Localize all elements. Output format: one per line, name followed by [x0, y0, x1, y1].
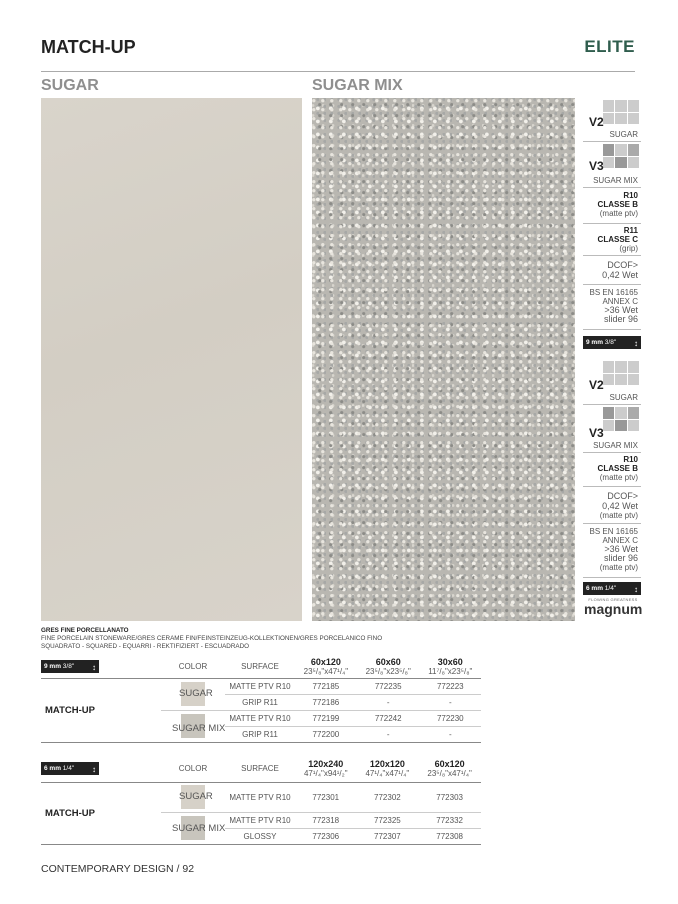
code-cell: 772185 — [295, 678, 357, 694]
code-cell: 772200 — [295, 726, 357, 742]
bs-standard: BS EN 16165 — [589, 288, 638, 297]
r10-class: CLASSE B — [597, 200, 638, 209]
product-table-6mm — [41, 756, 481, 845]
code-cell: 772235 — [357, 678, 420, 694]
v2-grid-icon — [603, 361, 639, 385]
size-cm: 60x120 — [434, 759, 465, 770]
bs-annex: ANNEX C — [602, 297, 638, 306]
bs-row-6mm — [583, 524, 641, 578]
surface-cell: GRIP R11 — [225, 726, 295, 742]
v2-grid-icon — [603, 100, 639, 124]
bs-slider: slider 96 — [603, 314, 638, 324]
tile-name-sugar: SUGAR — [41, 77, 99, 94]
page-title: MATCH-UP — [41, 37, 136, 57]
size-header — [357, 656, 420, 678]
size-inch: 11⁷/₈"x23⁵/₈" — [428, 667, 473, 677]
r10-note: (matte ptv) — [599, 473, 638, 482]
size-inch: 47¹/₄"x94¹/₂" — [303, 769, 348, 779]
r11-class: CLASSE C — [597, 235, 638, 244]
double-arrow-icon: ↕ — [92, 765, 96, 775]
thickness-inch: 3/8" — [604, 339, 617, 346]
color-header: COLOR — [161, 656, 225, 678]
code-cell: 772307 — [357, 828, 419, 844]
size-cm: 60x120 — [310, 657, 341, 668]
v3-grid-icon — [603, 144, 639, 168]
double-arrow-icon: ↕ — [634, 339, 638, 348]
spec-title: GRES FINE PORCELLANATO — [41, 627, 129, 634]
size-inch: 23⁵/₈"x23⁵/₈" — [365, 667, 411, 677]
bs-annex: ANNEX C — [602, 536, 638, 545]
v2-row-6mm — [583, 359, 641, 405]
r10-row — [583, 188, 641, 224]
thickness-mm: 6 mm — [586, 585, 603, 592]
size-header — [295, 656, 357, 678]
size-cm: 60x60 — [375, 657, 401, 668]
v2-row — [583, 98, 641, 142]
v3-sub: SUGAR MIX — [593, 441, 638, 450]
r10-row-6mm — [583, 453, 641, 487]
dcof-value: 0,42 Wet — [602, 270, 638, 280]
dcof-label: DCOF> — [607, 491, 638, 501]
thickness-badge-6mm — [583, 582, 641, 595]
surface-cell: MATTE PTV R10 — [225, 782, 295, 812]
v3-grid-icon — [603, 407, 639, 431]
r11-label: R11 — [623, 226, 638, 235]
surface-cell: GRIP R11 — [225, 694, 295, 710]
r11-row — [583, 224, 641, 256]
spec-line-2: SQUADRATO - SQUARED - EQUARRI - REKTIFIZIERT - ESCUADRADO — [41, 642, 250, 650]
thickness-mm: 9 mm — [44, 663, 61, 671]
color-label: SUGAR MIX — [172, 823, 226, 834]
tile-name-sugar-mix: SUGAR MIX — [312, 77, 403, 94]
v2-sub: SUGAR — [609, 393, 638, 402]
thickness-badge-9mm-table — [41, 660, 99, 673]
dcof-row-6mm — [583, 487, 641, 524]
v2-sub: SUGAR — [609, 130, 638, 139]
thickness-cell — [41, 656, 161, 678]
code-cell: 772325 — [357, 812, 419, 828]
thickness-inch: 3/8" — [62, 663, 75, 671]
code-cell: 772318 — [295, 812, 357, 828]
v2-label: V2 — [589, 115, 604, 129]
dcof-label: DCOF> — [607, 260, 638, 270]
r11-note: (grip) — [619, 244, 638, 253]
table-row — [41, 678, 481, 694]
double-arrow-icon: ↕ — [634, 585, 638, 594]
size-header — [357, 756, 419, 782]
color-label: SUGAR MIX — [172, 723, 226, 734]
dcof-note: (matte ptv) — [599, 511, 638, 520]
tile-image-sugar — [41, 98, 302, 621]
surface-header: SURFACE — [225, 756, 295, 782]
v3-row — [583, 142, 641, 188]
size-cm: 30x60 — [437, 657, 463, 668]
surface-header: SURFACE — [225, 656, 295, 678]
size-inch: 47¹/₄"x47¹/₄" — [365, 769, 410, 779]
thickness-mm: 6 mm — [44, 765, 61, 773]
size-header — [295, 756, 357, 782]
code-cell: - — [420, 694, 481, 710]
material-spec — [41, 627, 382, 650]
side-panel-9mm — [583, 98, 641, 349]
product-table-9mm — [41, 656, 481, 743]
surface-cell: MATTE PTV R10 — [225, 678, 295, 694]
thickness-cell — [41, 756, 161, 782]
thickness-badge-6mm-table — [41, 762, 99, 775]
code-cell: 772242 — [357, 710, 420, 726]
code-cell: 772303 — [418, 782, 481, 812]
page-footer: CONTEMPORARY DESIGN / 92 — [41, 863, 195, 875]
r10-note: (matte ptv) — [599, 209, 638, 218]
surface-cell: MATTE PTV R10 — [225, 710, 295, 726]
v3-label: V3 — [589, 159, 604, 173]
code-cell: 772306 — [295, 828, 357, 844]
thickness-badge-9mm — [583, 336, 641, 349]
tile-image-sugar-mix — [312, 98, 575, 621]
dcof-value: 0,42 Wet — [602, 501, 638, 511]
code-cell: 772308 — [418, 828, 481, 844]
bs-slider: slider 96 — [603, 553, 638, 563]
size-cm: 120x120 — [369, 759, 405, 770]
magnum-logo — [584, 597, 642, 616]
code-cell: 772302 — [357, 782, 419, 812]
code-cell: 772186 — [295, 694, 357, 710]
header-divider — [41, 71, 635, 72]
code-cell: 772230 — [420, 710, 481, 726]
code-cell: - — [420, 726, 481, 742]
collection-label: MATCH-UP — [41, 678, 161, 742]
bs-row — [583, 285, 641, 330]
size-header — [418, 756, 481, 782]
dcof-row — [583, 256, 641, 285]
double-arrow-icon: ↕ — [92, 663, 96, 673]
bs-note: (matte ptv) — [599, 563, 638, 572]
side-panel-6mm — [583, 359, 641, 595]
color-label: SUGAR — [179, 688, 213, 699]
collection-label: MATCH-UP — [41, 782, 161, 844]
thickness-mm: 9 mm — [586, 339, 603, 346]
magnum-wordmark: magnum — [584, 601, 643, 617]
bs-value: >36 Wet — [604, 544, 638, 554]
code-cell: 772301 — [295, 782, 357, 812]
v2-label: V2 — [589, 378, 604, 392]
code-cell: 772199 — [295, 710, 357, 726]
v3-label: V3 — [589, 426, 604, 440]
color-label: SUGAR — [179, 791, 213, 802]
r10-label: R10 — [623, 455, 638, 464]
table-row — [41, 782, 481, 812]
brand-name: ELITE — [584, 37, 635, 56]
spec-line-1: FINE PORCELAIN STONEWARE/GRES CERAME FIN/FEINSTEINZEUG-KOLLEKTIONEN/GRES PORCELANICO FINO — [41, 634, 383, 642]
code-cell: 772332 — [418, 812, 481, 828]
code-cell: - — [357, 726, 420, 742]
size-inch: 23⁵/₈"x47¹/₄" — [303, 667, 349, 677]
v3-row-6mm — [583, 405, 641, 453]
thickness-inch: 1/4" — [62, 765, 75, 773]
bs-standard: BS EN 16165 — [589, 527, 638, 536]
r10-label: R10 — [623, 191, 638, 200]
code-cell: 772223 — [420, 678, 481, 694]
v3-sub: SUGAR MIX — [593, 176, 638, 185]
size-header — [420, 656, 481, 678]
magnum-tagline: FLOWING GREATNESS — [588, 597, 638, 602]
surface-cell: GLOSSY — [225, 828, 295, 844]
code-cell: - — [357, 694, 420, 710]
thickness-inch: 1/4" — [604, 585, 617, 592]
bs-value: >36 Wet — [604, 305, 638, 315]
color-header: COLOR — [161, 756, 225, 782]
r10-class: CLASSE B — [597, 464, 638, 473]
size-cm: 120x240 — [308, 759, 344, 770]
size-inch: 23⁵/₈"x47¹/₄" — [427, 769, 472, 779]
surface-cell: MATTE PTV R10 — [225, 812, 295, 828]
